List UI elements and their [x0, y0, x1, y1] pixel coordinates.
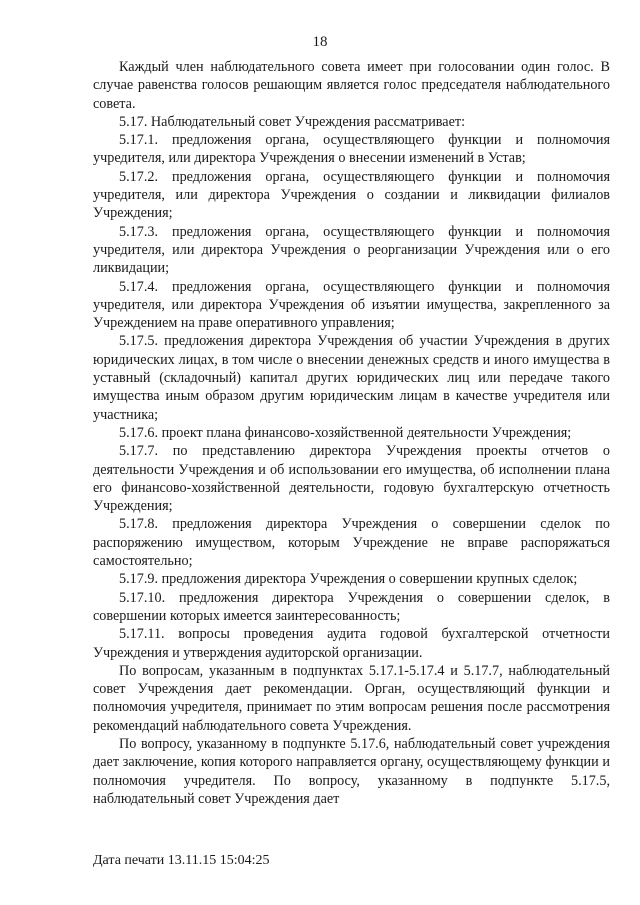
- paragraph: 5.17.3. предложения органа, осуществляющего функции и полномочия учредителя, или директора Учреждения о реорганизации Учреждения или о его ликвидации;: [93, 223, 610, 277]
- paragraph: 5.17.4. предложения органа, осуществляющего функции и полномочия учредителя, или директора Учреждения об изъятии имущества, закрепленного за Учреждением на праве оперативного управления;: [93, 278, 610, 332]
- paragraph: 5.17.5. предложения директора Учреждения об участии Учреждения в других юридических лицах, в том числе о внесении денежных средств и иного имущества в уставный (складочный) капитал других юридических лиц или передаче такого имущества иным образом другим юридическим лицам в качестве учредителя или участника;: [93, 333, 610, 423]
- paragraph: 5.17.8. предложения директора Учреждения о совершении сделок по распоряжению имуществом, которым Учреждение не вправе распоряжаться самостоятельно;: [93, 516, 610, 570]
- paragraph: 5.17.9. предложения директора Учреждения о совершении крупных сделок;: [119, 571, 578, 588]
- paragraph: 5.17.11. вопросы проведения аудита годовой бухгалтерской отчетности Учреждения и утверждения аудиторской организации.: [93, 626, 610, 661]
- document-body: [93, 58, 610, 808]
- paragraph: По вопросам, указанным в подпунктах 5.17.1-5.17.4 и 5.17.7, наблюдательный совет Учреждения дает рекомендации. Орган, осуществляющий функции и полномочия учредителя, принимает по этим вопросам решения после рассмотрения рекомендаций наблюдательного совета Учреждения.: [93, 662, 610, 734]
- paragraph: 5.17. Наблюдательный совет Учреждения рассматривает:: [119, 113, 466, 130]
- paragraph: Каждый член наблюдательного совета имеет при голосовании один голос. В случае равенства голосов решающим является голос председателя наблюдательного совета.: [93, 59, 610, 112]
- print-date-footer: Дата печати 13.11.15 15:04:25: [93, 853, 270, 868]
- paragraph: 5.17.7. по представлению директора Учреждения проекты отчетов о деятельности Учреждения и об использовании его имущества, об исполнении плана его финансово-хозяйственной деятельности, годовую бухгалтерскую отчетность Учреждения;: [93, 443, 610, 515]
- paragraph: 5.17.6. проект плана финансово-хозяйственной деятельности Учреждения;: [119, 424, 572, 441]
- paragraph: По вопросу, указанному в подпункте 5.17.6, наблюдательный совет учреждения дает заключение, копия которого направляется органу, осуществляющему функции и полномочия учредителя. По вопросу, указанному в подпункте 5.17.5, наблюдательный совет Учреждения дает: [93, 735, 610, 807]
- page-number: 18: [312, 34, 328, 50]
- paragraph: 5.17.10. предложения директора Учреждения о совершении сделок, в совершении которых имеется заинтересованность;: [93, 589, 610, 624]
- paragraph: 5.17.1. предложения органа, осуществляющего функции и полномочия учредителя, или директора Учреждения о внесении изменений в Устав;: [93, 132, 610, 167]
- paragraph: 5.17.2. предложения органа, осуществляющего функции и полномочия учредителя, или директора Учреждения о создании и ликвидации филиалов Учреждения;: [93, 168, 610, 222]
